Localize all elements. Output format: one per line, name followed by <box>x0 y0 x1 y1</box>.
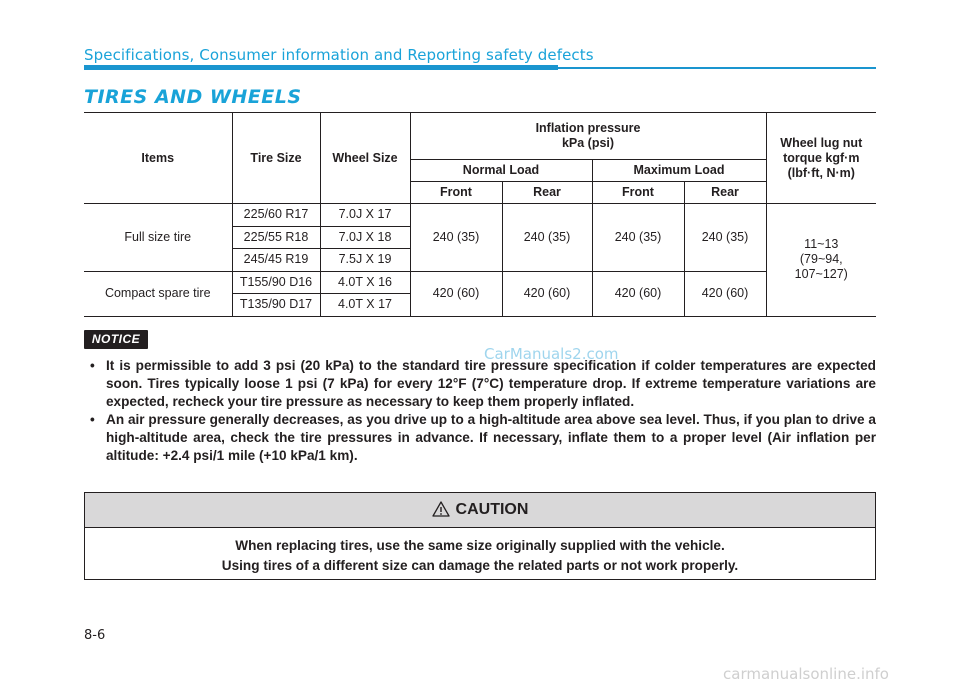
header-normal-rear: Rear <box>502 182 592 204</box>
full-max-front: 240 (35) <box>592 204 684 272</box>
header-normal-front: Front <box>410 182 502 204</box>
torque-line2: (79~94, <box>799 252 843 267</box>
header-rule-thick <box>84 65 558 70</box>
tire-size-cell: 225/60 R17 <box>232 204 320 227</box>
header-maximum-load: Maximum Load <box>592 160 766 182</box>
wheel-size-cell: 4.0T X 16 <box>320 271 410 294</box>
header-lug-line1: Wheel lug nut <box>780 135 863 150</box>
notice-bullet-text: It is permissible to add 3 psi (20 kPa) to the standard tire pressure specification if colder temperatures are expected soon. Tires typically loose 1 psi (7 kPa) for every 12°F (7°C) temperature drop. If extreme temperature variations are expected, recheck your tire pressure as necessary to keep them properly inflated. <box>106 358 876 409</box>
full-max-rear: 240 (35) <box>684 204 766 272</box>
watermark: CarManuals2.com <box>484 345 619 363</box>
full-normal-front: 240 (35) <box>410 204 502 272</box>
compact-max-front: 420 (60) <box>592 271 684 316</box>
header-inflation-pressure <box>410 113 766 160</box>
torque-line1: 11~13 <box>804 237 839 252</box>
warning-triangle-icon <box>432 501 450 517</box>
table-row <box>84 271 876 294</box>
list-item <box>84 411 876 465</box>
compact-normal-front: 420 (60) <box>410 271 502 316</box>
wheel-size-cell: 4.0T X 17 <box>320 294 410 317</box>
tire-size-cell: 245/45 R19 <box>232 249 320 272</box>
header-lug-line3: (lbf·ft, N·m) <box>787 165 855 180</box>
wheel-size-cell: 7.0J X 17 <box>320 204 410 227</box>
header-tire-size: Tire Size <box>232 113 320 204</box>
caution-line2: Using tires of a different size can damage the related parts or not work properly. <box>221 558 739 573</box>
bullet-dot-icon: • <box>90 358 95 373</box>
notice-bullet-text: An air pressure generally decreases, as you drive up to a high-altitude area above sea level. Thus, if you plan to drive a high-altitude area, check the tire pressures in advance. If necessary, inflate them to a proper level (Air inflation per altitude: +2.4 psi/1 mile (+10 kPa/1 km). <box>106 412 876 463</box>
table-row <box>84 204 876 227</box>
lug-torque-value <box>766 204 876 317</box>
header-wheel-size: Wheel Size <box>320 113 410 204</box>
header-normal-load: Normal Load <box>410 160 592 182</box>
notice-badge: NOTICE <box>84 330 148 349</box>
site-logo: carmanualsonline.info <box>723 665 889 683</box>
page-title: TIRES AND WHEELS <box>84 86 302 108</box>
caution-box <box>84 492 876 580</box>
full-normal-rear: 240 (35) <box>502 204 592 272</box>
caution-header <box>85 493 875 528</box>
header-inflation-line1: Inflation pressure <box>535 121 641 135</box>
header-items: Items <box>84 113 232 204</box>
compact-normal-rear: 420 (60) <box>502 271 592 316</box>
caution-label: CAUTION <box>455 501 529 518</box>
caution-line1: When replacing tires, use the same size originally supplied with the vehicle. <box>235 538 725 553</box>
full-size-tire-label: Full size tire <box>84 204 232 272</box>
tire-size-cell: T155/90 D16 <box>232 271 320 294</box>
tire-spec-table <box>84 112 876 317</box>
header-lug-line2: torque kgf·m <box>783 150 860 165</box>
list-item <box>84 357 876 411</box>
tire-size-cell: T135/90 D17 <box>232 294 320 317</box>
section-header-title: Specifications, Consumer information and Reporting safety defects <box>84 46 594 64</box>
caution-body <box>85 528 875 576</box>
compact-spare-label: Compact spare tire <box>84 271 232 316</box>
header-rule-thin <box>558 67 876 69</box>
header-max-rear: Rear <box>684 182 766 204</box>
notice-bullet-list <box>84 357 876 465</box>
header-max-front: Front <box>592 182 684 204</box>
wheel-size-cell: 7.0J X 18 <box>320 226 410 249</box>
page-number: 8-6 <box>84 628 106 643</box>
compact-max-rear: 420 (60) <box>684 271 766 316</box>
header-inflation-line2: kPa (psi) <box>561 136 615 150</box>
wheel-size-cell: 7.5J X 19 <box>320 249 410 272</box>
bullet-dot-icon: • <box>90 412 95 427</box>
header-lug-torque <box>766 113 876 204</box>
torque-line3: 107~127) <box>794 267 848 282</box>
tire-size-cell: 225/55 R18 <box>232 226 320 249</box>
